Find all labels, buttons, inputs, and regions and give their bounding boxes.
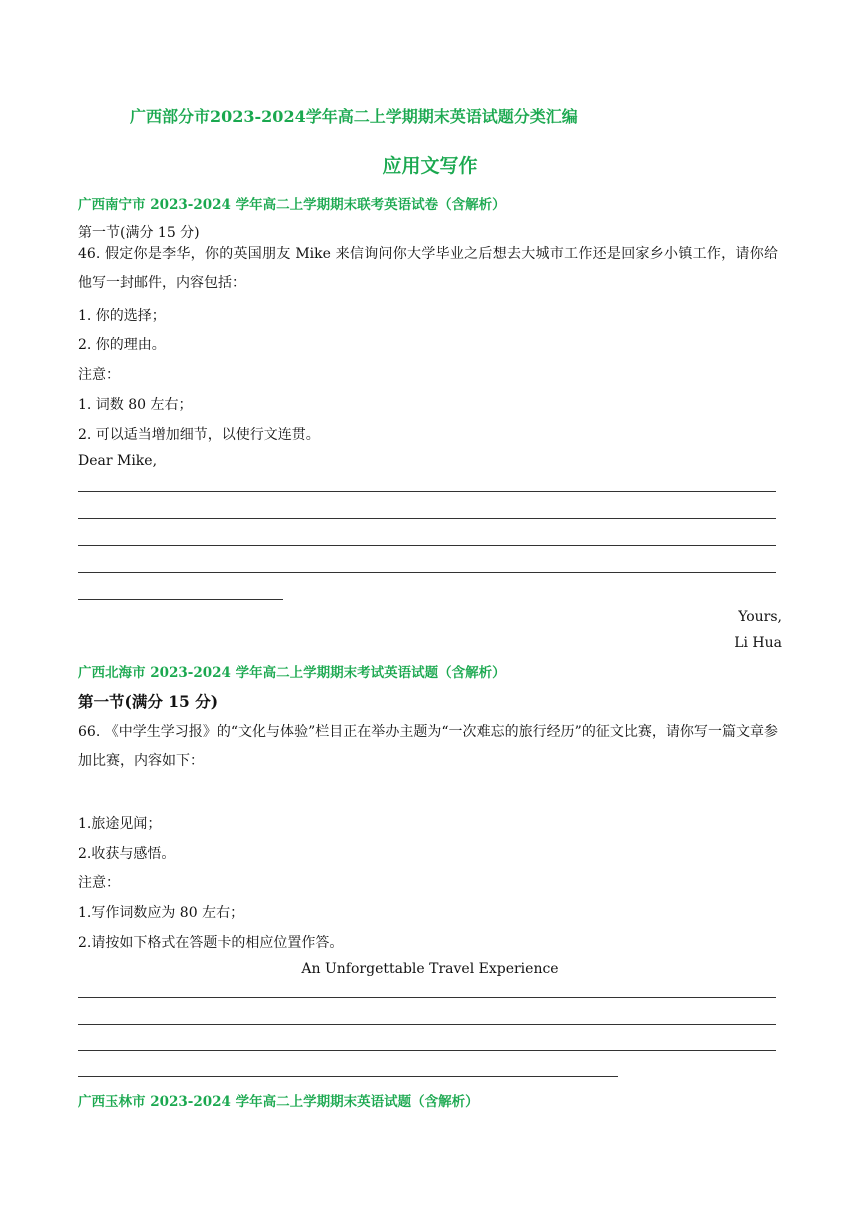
answer-line <box>78 997 776 998</box>
section-part-label: 第一节(满分 15 分) <box>78 692 219 711</box>
letter-signature: Li Hua <box>734 635 782 651</box>
note-label: 注意： <box>78 875 120 891</box>
question-prompt: 46. 假定你是李华，你的英国朋友 Mike 来信询问你大学毕业之后想去大城市工作还是回家乡小镇工作，请你给他写一封邮件，内容包括： <box>78 246 778 291</box>
section-title-yulin: 广西玉林市 2023-2024 学年高二上学期期末英语试题（含解析） <box>78 1094 479 1110</box>
content-item: 1. 你的选择； <box>78 308 166 324</box>
answer-line <box>78 545 776 546</box>
content-item: 1.旅途见闻； <box>78 816 162 832</box>
document-title: 广西部分市2023-2024学年高二上学期期末英语试题分类汇编 <box>130 107 578 126</box>
section-title-beihai: 广西北海市 2023-2024 学年高二上学期期末考试英语试题（含解析） <box>78 665 506 681</box>
section-title-nanning: 广西南宁市 2023-2024 学年高二上学期期末联考英语试卷（含解析） <box>78 197 506 213</box>
note-item: 1.写作词数应为 80 左右； <box>78 905 245 921</box>
answer-line <box>78 518 776 519</box>
letter-greeting: Dear Mike, <box>78 453 158 469</box>
question-prompt: 66. 《中学生学习报》的“文化与体验”栏目正在举办主题为“一次难忘的旅行经历”的征文比赛，请你写一篇文章参加比赛，内容如下： <box>78 724 778 769</box>
answer-line <box>78 1050 776 1051</box>
answer-line <box>78 599 283 600</box>
note-label: 注意： <box>78 367 120 383</box>
note-item: 1. 词数 80 左右； <box>78 397 193 413</box>
content-item: 2.收获与感悟。 <box>78 846 176 862</box>
answer-line <box>78 1076 618 1077</box>
letter-closing: Yours, <box>738 609 782 625</box>
document-subtitle: 应用文写作 <box>382 155 478 177</box>
note-item: 2. 可以适当增加细节，以使行文连贯。 <box>78 427 320 443</box>
content-item: 2. 你的理由。 <box>78 337 166 353</box>
answer-line <box>78 572 776 573</box>
answer-line <box>78 1024 776 1025</box>
section-part-label: 第一节(满分 15 分) <box>78 225 200 241</box>
answer-line <box>78 491 776 492</box>
essay-title: An Unforgettable Travel Experience <box>301 961 559 977</box>
note-item: 2.请按如下格式在答题卡的相应位置作答。 <box>78 935 344 951</box>
